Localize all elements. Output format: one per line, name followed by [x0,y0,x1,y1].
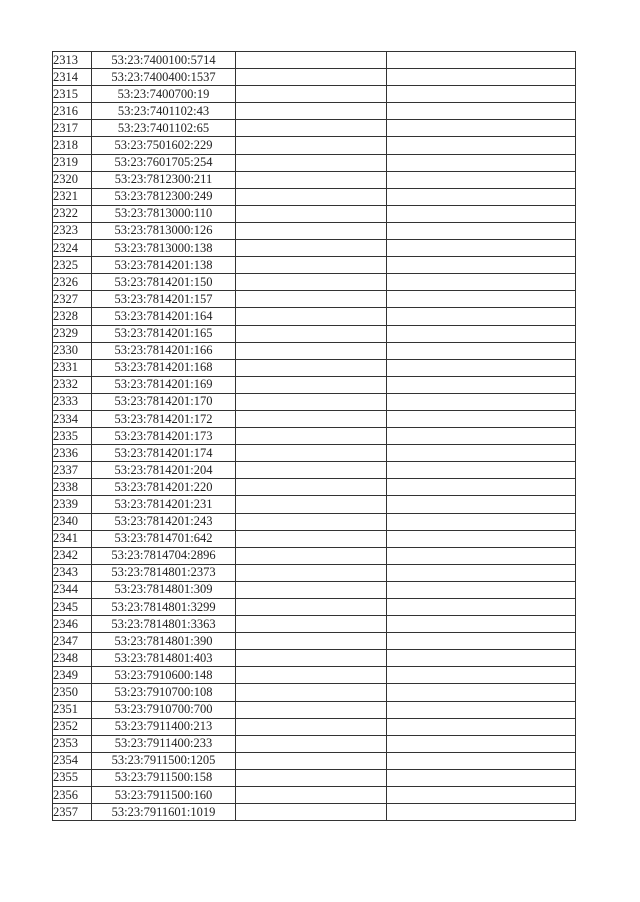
cadastral-number: 53:23:7814701:642 [92,530,236,547]
row-number: 2349 [53,667,92,684]
empty-cell [236,667,387,684]
row-number: 2324 [53,240,92,257]
empty-cell [236,274,387,291]
table-row [53,120,576,137]
table-row [53,752,576,769]
table-row [53,137,576,154]
empty-cell [236,240,387,257]
empty-cell [236,291,387,308]
cadastral-number: 53:23:7400700:19 [92,86,236,103]
empty-cell [236,393,387,410]
cadastral-number: 53:23:7911400:233 [92,735,236,752]
cadastral-number: 53:23:7501602:229 [92,137,236,154]
table-row [53,410,576,427]
row-number: 2350 [53,684,92,701]
cadastral-number: 53:23:7814801:309 [92,581,236,598]
empty-cell [387,308,576,325]
empty-cell [387,120,576,137]
empty-cell [236,222,387,239]
empty-cell [387,274,576,291]
table-row [53,205,576,222]
empty-cell [236,684,387,701]
table-row [53,616,576,633]
row-number: 2345 [53,599,92,616]
table-row [53,718,576,735]
empty-cell [387,564,576,581]
table-row [53,581,576,598]
empty-cell [236,735,387,752]
row-number: 2352 [53,718,92,735]
cadastral-number: 53:23:7813000:110 [92,205,236,222]
empty-cell [387,52,576,69]
empty-cell [236,52,387,69]
table-row [53,787,576,804]
row-number: 2317 [53,120,92,137]
empty-cell [236,428,387,445]
cadastral-number: 53:23:7814201:164 [92,308,236,325]
row-number: 2315 [53,86,92,103]
table-row [53,393,576,410]
empty-cell [387,376,576,393]
empty-cell [387,462,576,479]
empty-cell [387,496,576,513]
row-number: 2337 [53,462,92,479]
empty-cell [236,359,387,376]
empty-cell [236,530,387,547]
row-number: 2335 [53,428,92,445]
row-number: 2346 [53,616,92,633]
row-number: 2334 [53,410,92,427]
cadastral-number: 53:23:7814704:2896 [92,547,236,564]
cadastral-number: 53:23:7911500:160 [92,787,236,804]
empty-cell [236,137,387,154]
row-number: 2318 [53,137,92,154]
empty-cell [387,616,576,633]
cadastral-number: 53:23:7814201:170 [92,393,236,410]
row-number: 2338 [53,479,92,496]
cadastral-number: 53:23:7814201:204 [92,462,236,479]
empty-cell [387,86,576,103]
row-number: 2326 [53,274,92,291]
cadastral-number: 53:23:7911500:158 [92,769,236,786]
empty-cell [236,496,387,513]
cadastral-number: 53:23:7401102:65 [92,120,236,137]
empty-cell [387,342,576,359]
cadastral-number: 53:23:7814201:150 [92,274,236,291]
table-row [53,650,576,667]
empty-cell [236,616,387,633]
empty-cell [236,342,387,359]
cadastral-number: 53:23:7910700:108 [92,684,236,701]
cadastral-number: 53:23:7910700:700 [92,701,236,718]
table-row [53,564,576,581]
row-number: 2322 [53,205,92,222]
cadastral-number: 53:23:7814801:390 [92,633,236,650]
row-number: 2333 [53,393,92,410]
table-row [53,513,576,530]
row-number: 2351 [53,701,92,718]
cadastral-number: 53:23:7814201:165 [92,325,236,342]
row-number: 2354 [53,752,92,769]
empty-cell [387,154,576,171]
table-row [53,222,576,239]
empty-cell [387,667,576,684]
cadastral-number: 53:23:7814201:169 [92,376,236,393]
row-number: 2357 [53,804,92,821]
empty-cell [236,69,387,86]
row-number: 2348 [53,650,92,667]
table-row [53,804,576,821]
empty-cell [236,804,387,821]
empty-cell [236,86,387,103]
cadastral-number: 53:23:7814801:3363 [92,616,236,633]
empty-cell [387,445,576,462]
row-number: 2339 [53,496,92,513]
cadastral-number: 53:23:7812300:249 [92,188,236,205]
empty-cell [236,410,387,427]
empty-cell [387,684,576,701]
empty-cell [236,103,387,120]
empty-cell [236,462,387,479]
table-row [53,188,576,205]
table-row [53,171,576,188]
row-number: 2336 [53,445,92,462]
cadastral-number: 53:23:7910600:148 [92,667,236,684]
empty-cell [236,564,387,581]
empty-cell [236,633,387,650]
empty-cell [387,205,576,222]
table-row [53,69,576,86]
empty-cell [236,325,387,342]
table-row [53,154,576,171]
cadastral-number: 53:23:7814201:231 [92,496,236,513]
cadastral-number: 53:23:7400400:1537 [92,69,236,86]
empty-cell [236,769,387,786]
empty-cell [236,308,387,325]
row-number: 2327 [53,291,92,308]
table-row [53,633,576,650]
empty-cell [387,410,576,427]
table-row [53,445,576,462]
empty-cell [236,752,387,769]
row-number: 2321 [53,188,92,205]
table-row [53,325,576,342]
empty-cell [387,718,576,735]
table-row [53,496,576,513]
row-number: 2340 [53,513,92,530]
cadastral-number: 53:23:7814201:220 [92,479,236,496]
table-row [53,257,576,274]
empty-cell [387,428,576,445]
empty-cell [236,120,387,137]
cadastral-number: 53:23:7814201:243 [92,513,236,530]
empty-cell [387,787,576,804]
row-number: 2319 [53,154,92,171]
empty-cell [387,735,576,752]
table-row [53,359,576,376]
row-number: 2341 [53,530,92,547]
empty-cell [236,479,387,496]
cadastral-number: 53:23:7401102:43 [92,103,236,120]
empty-cell [387,530,576,547]
empty-cell [236,257,387,274]
cadastral-number: 53:23:7400100:5714 [92,52,236,69]
cadastral-number: 53:23:7813000:126 [92,222,236,239]
cadastral-number: 53:23:7814801:2373 [92,564,236,581]
empty-cell [387,257,576,274]
row-number: 2328 [53,308,92,325]
cadastral-number: 53:23:7601705:254 [92,154,236,171]
empty-cell [236,445,387,462]
empty-cell [387,752,576,769]
table-row [53,291,576,308]
empty-cell [236,154,387,171]
table-row [53,769,576,786]
row-number: 2325 [53,257,92,274]
table-row [53,274,576,291]
cadastral-number: 53:23:7814201:166 [92,342,236,359]
empty-cell [236,787,387,804]
row-number: 2316 [53,103,92,120]
table-row [53,462,576,479]
cadastral-number: 53:23:7814201:172 [92,410,236,427]
empty-cell [236,701,387,718]
table-row [53,530,576,547]
row-number: 2353 [53,735,92,752]
empty-cell [236,599,387,616]
empty-cell [387,769,576,786]
table-row [53,547,576,564]
table-row [53,240,576,257]
empty-cell [387,171,576,188]
empty-cell [236,650,387,667]
cadastral-number: 53:23:7814201:173 [92,428,236,445]
empty-cell [387,240,576,257]
row-number: 2355 [53,769,92,786]
empty-cell [387,325,576,342]
empty-cell [387,650,576,667]
cadastral-number: 53:23:7911601:1019 [92,804,236,821]
empty-cell [387,547,576,564]
cadastral-number: 53:23:7814201:138 [92,257,236,274]
row-number: 2343 [53,564,92,581]
table-row [53,342,576,359]
table-row [53,701,576,718]
cadastral-number: 53:23:7812300:211 [92,171,236,188]
table-row [53,735,576,752]
table-row [53,479,576,496]
table-row [53,599,576,616]
row-number: 2330 [53,342,92,359]
table-row [53,376,576,393]
cadastral-number: 53:23:7814201:157 [92,291,236,308]
row-number: 2314 [53,69,92,86]
empty-cell [236,188,387,205]
empty-cell [236,376,387,393]
table-row [53,428,576,445]
cadastral-number: 53:23:7911400:213 [92,718,236,735]
cadastral-number: 53:23:7814201:174 [92,445,236,462]
empty-cell [387,513,576,530]
cadastral-table [52,51,576,821]
empty-cell [387,599,576,616]
row-number: 2323 [53,222,92,239]
empty-cell [236,205,387,222]
table-row [53,103,576,120]
empty-cell [236,547,387,564]
empty-cell [387,804,576,821]
cadastral-number: 53:23:7813000:138 [92,240,236,257]
table-row [53,52,576,69]
cadastral-number: 53:23:7814801:3299 [92,599,236,616]
empty-cell [236,581,387,598]
row-number: 2320 [53,171,92,188]
empty-cell [387,291,576,308]
empty-cell [236,513,387,530]
empty-cell [236,171,387,188]
row-number: 2347 [53,633,92,650]
empty-cell [387,188,576,205]
empty-cell [387,69,576,86]
table-body [53,52,576,821]
row-number: 2342 [53,547,92,564]
empty-cell [387,479,576,496]
table-row [53,86,576,103]
cadastral-number: 53:23:7814801:403 [92,650,236,667]
empty-cell [387,359,576,376]
row-number: 2344 [53,581,92,598]
table-row [53,308,576,325]
row-number: 2356 [53,787,92,804]
cadastral-number: 53:23:7814201:168 [92,359,236,376]
row-number: 2332 [53,376,92,393]
empty-cell [387,137,576,154]
empty-cell [387,222,576,239]
empty-cell [387,701,576,718]
empty-cell [387,103,576,120]
empty-cell [387,581,576,598]
cadastral-number: 53:23:7911500:1205 [92,752,236,769]
empty-cell [387,393,576,410]
empty-cell [387,633,576,650]
row-number: 2313 [53,52,92,69]
empty-cell [236,718,387,735]
row-number: 2329 [53,325,92,342]
row-number: 2331 [53,359,92,376]
table-row [53,667,576,684]
table-row [53,684,576,701]
